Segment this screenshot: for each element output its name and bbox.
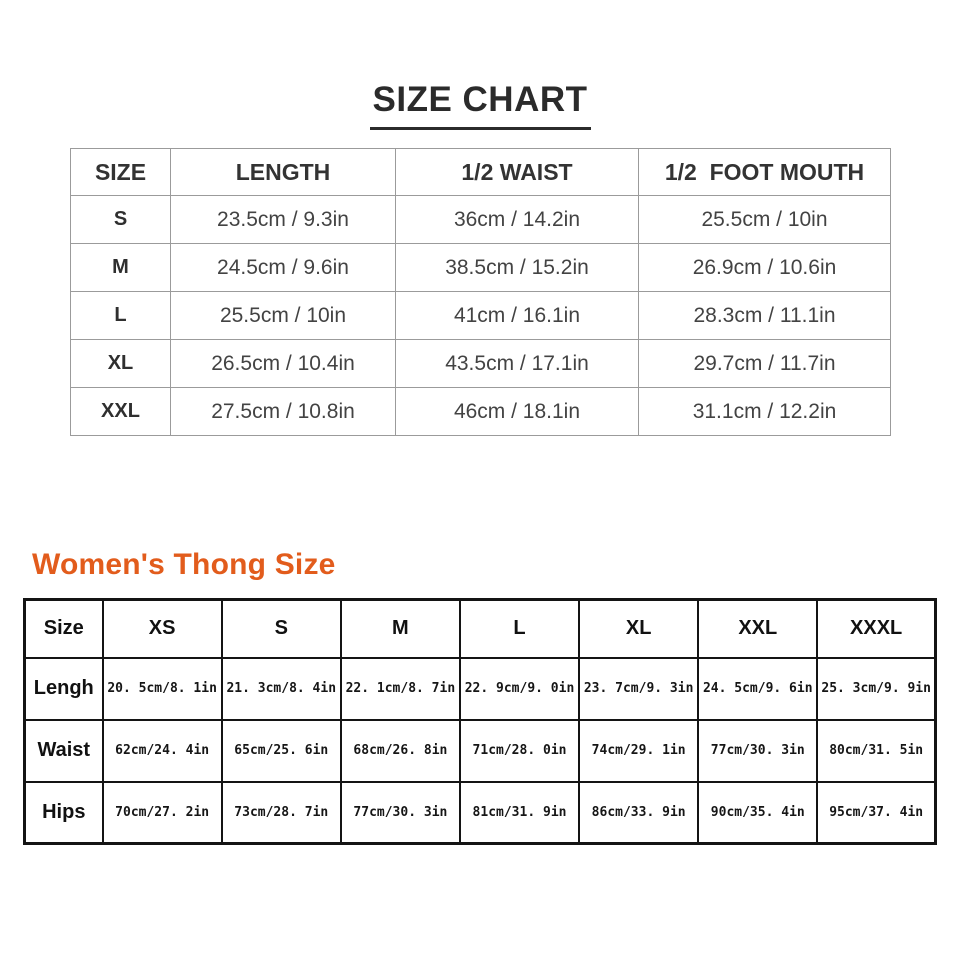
table-row-lengh	[25, 658, 936, 720]
cell-lengh-xxxl: 25. 3cm/9. 9in	[817, 658, 935, 720]
cell-half-foot-mouth: 31.1cm / 12.2in	[639, 388, 891, 436]
cell-lengh-xl: 23. 7cm/9. 3in	[579, 658, 698, 720]
table-row	[71, 388, 891, 436]
cell-half-waist: 46cm / 18.1in	[396, 388, 639, 436]
cell-half-foot-mouth: 25.5cm / 10in	[639, 196, 891, 244]
cell-length: 23.5cm / 9.3in	[171, 196, 396, 244]
column-header-s: S	[222, 600, 341, 658]
row-label-size: S	[71, 196, 171, 244]
cell-lengh-l: 22. 9cm/9. 0in	[460, 658, 579, 720]
column-header-length: LENGTH	[171, 149, 396, 196]
cell-waist-xl: 74cm/29. 1in	[579, 720, 698, 782]
row-label-size: XXL	[71, 388, 171, 436]
table-row-waist	[25, 720, 936, 782]
column-header-size: SIZE	[71, 149, 171, 196]
column-header-half-waist: 1/2 WAIST	[396, 149, 639, 196]
cell-lengh-m: 22. 1cm/8. 7in	[341, 658, 460, 720]
cell-waist-s: 65cm/25. 6in	[222, 720, 341, 782]
page-title: SIZE CHART	[370, 80, 591, 130]
cell-half-foot-mouth: 28.3cm / 11.1in	[639, 292, 891, 340]
size-chart-header-row	[71, 149, 891, 196]
cell-waist-m: 68cm/26. 8in	[341, 720, 460, 782]
cell-hips-xl: 86cm/33. 9in	[579, 782, 698, 844]
column-header-m: M	[341, 600, 460, 658]
cell-half-waist: 38.5cm / 15.2in	[396, 244, 639, 292]
column-header-xs: XS	[103, 600, 222, 658]
column-header-xxxl: XXXL	[817, 600, 935, 658]
row-label-lengh: Lengh	[25, 658, 103, 720]
column-header-xxl: XXL	[698, 600, 817, 658]
cell-lengh-xxl: 24. 5cm/9. 6in	[698, 658, 817, 720]
row-label-size: M	[71, 244, 171, 292]
table-row-hips	[25, 782, 936, 844]
row-label-size: L	[71, 292, 171, 340]
column-header-half-foot-mouth: 1/2 FOOT MOUTH	[639, 149, 891, 196]
cell-half-waist: 41cm / 16.1in	[396, 292, 639, 340]
cell-waist-xxl: 77cm/30. 3in	[698, 720, 817, 782]
cell-waist-xs: 62cm/24. 4in	[103, 720, 222, 782]
row-label-waist: Waist	[25, 720, 103, 782]
cell-hips-xxl: 90cm/35. 4in	[698, 782, 817, 844]
cell-length: 26.5cm / 10.4in	[171, 340, 396, 388]
cell-hips-xs: 70cm/27. 2in	[103, 782, 222, 844]
cell-length: 24.5cm / 9.6in	[171, 244, 396, 292]
cell-half-foot-mouth: 26.9cm / 10.6in	[639, 244, 891, 292]
cell-length: 27.5cm / 10.8in	[171, 388, 396, 436]
table-row	[71, 292, 891, 340]
table-row	[71, 196, 891, 244]
cell-half-waist: 43.5cm / 17.1in	[396, 340, 639, 388]
cell-half-foot-mouth: 29.7cm / 11.7in	[639, 340, 891, 388]
cell-lengh-s: 21. 3cm/8. 4in	[222, 658, 341, 720]
section-title-womens-thong-size: Women's Thong Size	[32, 548, 336, 581]
cell-hips-l: 81cm/31. 9in	[460, 782, 579, 844]
cell-half-waist: 36cm / 14.2in	[396, 196, 639, 244]
table-row	[71, 340, 891, 388]
column-header-xl: XL	[579, 600, 698, 658]
column-header-l: L	[460, 600, 579, 658]
cell-waist-l: 71cm/28. 0in	[460, 720, 579, 782]
table-row	[71, 244, 891, 292]
cell-waist-xxxl: 80cm/31. 5in	[817, 720, 935, 782]
cell-hips-xxxl: 95cm/37. 4in	[817, 782, 935, 844]
cell-hips-s: 73cm/28. 7in	[222, 782, 341, 844]
womens-thong-size-table	[23, 598, 937, 845]
cell-lengh-xs: 20. 5cm/8. 1in	[103, 658, 222, 720]
column-header-size: Size	[25, 600, 103, 658]
cell-hips-m: 77cm/30. 3in	[341, 782, 460, 844]
main-title-wrap	[0, 80, 960, 130]
thong-header-row	[25, 600, 936, 658]
size-chart-table	[70, 148, 891, 436]
row-label-size: XL	[71, 340, 171, 388]
cell-length: 25.5cm / 10in	[171, 292, 396, 340]
row-label-hips: Hips	[25, 782, 103, 844]
